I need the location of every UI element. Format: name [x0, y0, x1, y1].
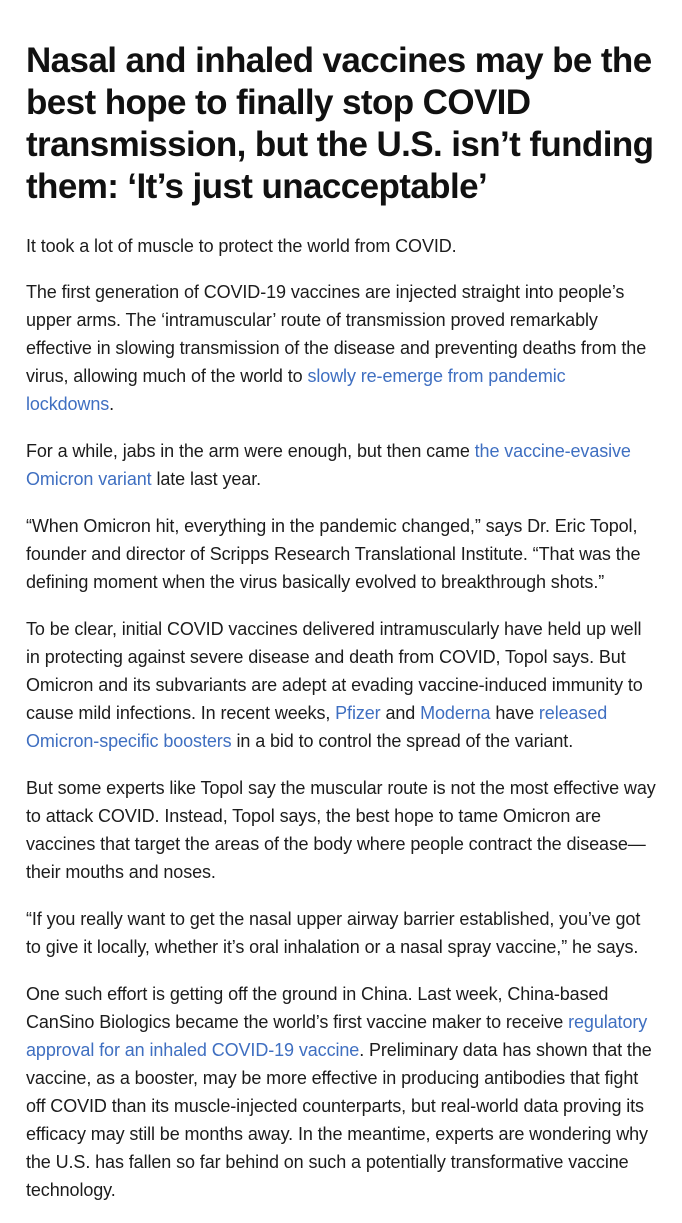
paragraph-text: It took a lot of muscle to protect the world from COVID. — [26, 236, 457, 256]
paragraph-text: . — [109, 394, 115, 414]
inline-link[interactable]: released Omicron-specific boosters — [26, 703, 608, 751]
inline-link[interactable]: slowly re-emerge from pandemic lockdowns — [26, 366, 566, 414]
paragraph — [26, 278, 658, 418]
inline-link[interactable]: regulatory approval for an inhaled COVID-19 vaccine — [26, 1012, 648, 1060]
paragraph-text: One such effort is getting off the ground in China. Last week, China-based CanSino Biologics became the world’s first vaccine maker to receive — [26, 984, 609, 1032]
paragraph-text: For a while, jabs in the arm were enough, but then came — [26, 441, 475, 461]
inline-link[interactable]: Pfizer — [335, 703, 381, 723]
paragraph — [26, 905, 658, 961]
paragraph-text: . Preliminary data has shown that the vaccine, as a booster, may be more effective in producing antibodies that fight off COVID than its muscle-injected counterparts, but real-world data proving its efficacy may still be months away. In the meantime, experts are wondering why the U.S. has fallen so far behind on such a potentially transformative vaccine technology. — [26, 1040, 652, 1200]
inline-link[interactable]: Moderna — [420, 703, 491, 723]
inline-link[interactable]: the vaccine-evasive Omicron variant — [26, 441, 631, 489]
paragraph-text: late last year. — [151, 469, 262, 489]
paragraph-text: have — [490, 703, 539, 723]
paragraph — [26, 232, 658, 260]
paragraph-text: But some experts like Topol say the muscular route is not the most effective way to attack COVID. Instead, Topol says, the best hope to tame Omicron are vaccines that target the areas of the body where people contract the disease—their mouths and noses. — [26, 778, 656, 882]
paragraph — [26, 615, 658, 755]
paragraph — [26, 512, 658, 596]
headline: Nasal and inhaled vaccines may be the best hope to finally stop COVID transmission, but the U.S. isn’t funding them: ‘It’s just unacceptable’ — [26, 41, 654, 206]
paragraph-text: and — [380, 703, 421, 723]
paragraph — [26, 980, 658, 1204]
paragraph-text: “When Omicron hit, everything in the pandemic changed,” says Dr. Eric Topol, founder and director of Scripps Research Translational Institute. “That was the defining moment when the virus basically evolved to breakthrough shots.” — [26, 516, 641, 592]
paragraph-text: “If you really want to get the nasal upper airway barrier established, you’ve got to give it locally, whether it’s oral inhalation or a nasal spray vaccine,” he says. — [26, 909, 641, 957]
paragraph-text: in a bid to control the spread of the variant. — [231, 731, 574, 751]
article — [26, 40, 658, 1223]
paragraph-text: The first generation of COVID-19 vaccines are injected straight into people’s upper arms. The ‘intramuscular’ route of transmission proved remarkably effective in slowing transmission of the disease and preventing deaths from the virus, allowing much of the world to — [26, 282, 647, 386]
article-body — [26, 232, 658, 1204]
paragraph — [26, 774, 658, 886]
paragraph — [26, 437, 658, 493]
paragraph-text: To be clear, initial COVID vaccines delivered intramuscularly have held up well in protecting against severe disease and death from COVID, Topol says. But Omicron and its subvariants are adept at evading vaccine-induced immunity to cause mild infections. In recent weeks, — [26, 619, 643, 723]
